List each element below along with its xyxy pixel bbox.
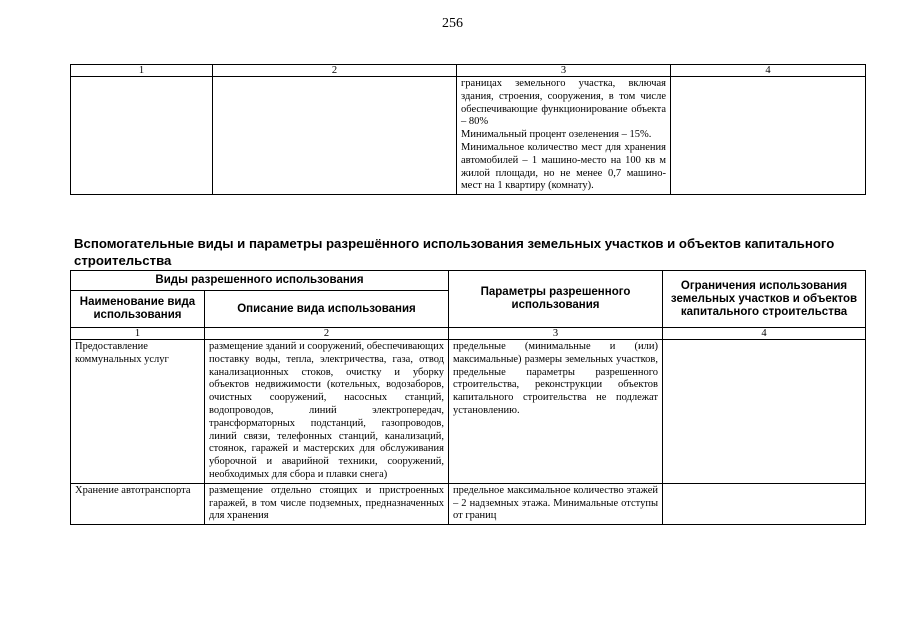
section-title: Вспомогательные виды и параметры разрешённого использования земельных участков и объектов капитального строительства [74,236,835,268]
restrictions-cell [663,340,866,484]
description-text: размещение отдельно стоящих и пристроенных гаражей, в том числе подземных, предназначенных для хранения [209,484,445,522]
col-number: 2 [213,65,457,77]
parameters-cell [449,483,663,524]
restrictions-cell [671,77,866,195]
table-row [71,77,866,195]
col-number: 3 [449,328,663,340]
name-cell [71,77,213,195]
table-row [71,340,866,484]
name-cell [71,483,205,524]
page-number: 256 [442,16,463,31]
column-number-row [71,65,866,77]
column-number-row [71,328,866,340]
col-number: 2 [205,328,449,340]
restrictions-cell [663,483,866,524]
col-number: 4 [663,328,866,340]
description-header: Описание вида использования [205,291,449,328]
col-number: 3 [457,65,671,77]
description-cell [213,77,457,195]
continued-table [70,64,866,195]
group-header: Виды разрешенного использования [71,271,449,291]
description-cell [205,483,449,524]
parameters-cell: предельные (минимальные и (или) максимальные) размеры земельных участков, предельные параметры разрешенного строительства, реконструкции объектов капитального строительства не подлежат установлению. [449,340,663,484]
parameters-text: предельное максимальное количество этажей – 2 надземных этажа. Минимальные отступы от границ [453,484,659,522]
name-text: Хранение автотранспорта [75,484,191,496]
header-row [71,271,866,291]
col-number: 4 [671,65,866,77]
name-header: Наименование вида использования [71,291,205,328]
parameter-text: Минимальное количество мест для хранения автомобилей – 1 машино-место на 100 кв м жилой площади, но не менее 0,7 машино-мест на 1 квартиру (комнату). [461,141,666,192]
name-cell: Предоставление коммунальных услуг [71,340,205,484]
table-row [71,483,866,524]
auxiliary-uses-table [70,270,866,525]
parameter-text: границах земельного участка, включая здания, строения, сооружения, в том числе обеспечивающие функционирование объекта – 80% [461,78,666,128]
col-number: 1 [71,328,205,340]
parameter-text: Минимальный процент озеленения – 15%. [461,129,652,141]
col-number: 1 [71,65,213,77]
description-cell: размещение зданий и сооружений, обеспечивающих поставку воды, тепла, электричества, газа, отвод канализационных стоков, очистку и уборку объектов недвижимости (котельных, водозаборов, очистных сооружений, насосных станций, водопроводов, линий электропередач, трансформаторных подстанций, газопроводов, линий связи, телефонных станций, канализаций, стоянок, гаражей и мастерских для обслуживания уборочной и аварийной техники, сооружений, необходимых для сбора и плавки снега) [205,340,449,484]
restrictions-header: Ограничения использования земельных участков и объектов капитального строительства [663,271,866,328]
parameters-cell [457,77,671,195]
parameters-header: Параметры разрешенного использования [449,271,663,328]
